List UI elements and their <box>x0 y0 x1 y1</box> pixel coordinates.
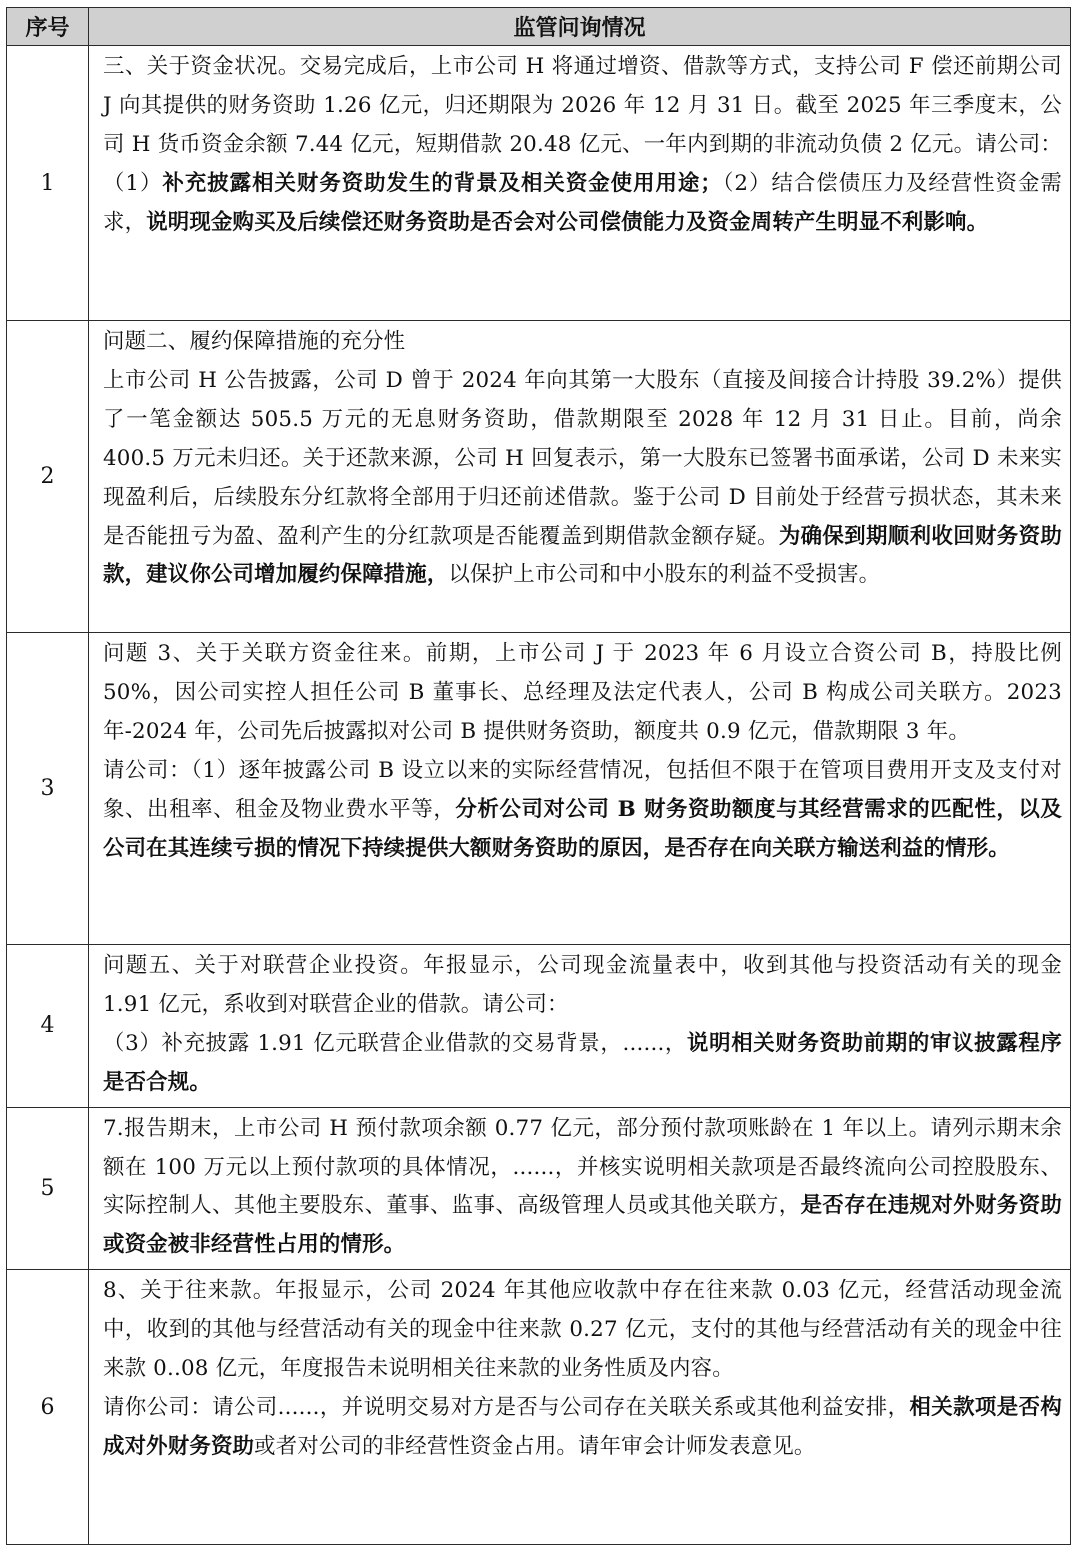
inquiry-text <box>89 945 1071 1108</box>
paragraph: 问题五、关于对联营企业投资。年报显示，公司现金流量表中，收到其他与投资活动有关的现金 1.91 亿元，系收到对联营企业的借款。请公司： <box>103 953 1062 1017</box>
row-number: 4 <box>7 945 89 1108</box>
row-number: 3 <box>7 633 89 945</box>
bold-text-run: 为确保到期顺利收回财务资助款，建议你公司增加履约保障措施， <box>103 523 1063 588</box>
row-number: 6 <box>7 1270 89 1545</box>
inquiry-text <box>89 321 1071 633</box>
column-header-inquiry: 监管问询情况 <box>89 8 1071 46</box>
table-row <box>7 1107 1071 1270</box>
inquiry-text <box>89 633 1071 945</box>
bold-text-run: 是否存在违规对外财务资助或资金被非经营性占用的情形。 <box>103 1193 1063 1258</box>
bold-text-run: 相关款项是否构成对外财务资助 <box>103 1394 1062 1459</box>
paragraph <box>103 1110 1062 1266</box>
column-header-number: 序号 <box>7 8 89 46</box>
paragraph <box>103 48 1062 243</box>
bold-text-run: 说明相关财务资助前期的审议披露程序是否合规。 <box>103 1030 1062 1095</box>
table-row <box>7 633 1071 945</box>
table-row <box>7 321 1071 633</box>
text-run: 以保护上市公司和中小股东的利益不受损害。 <box>448 562 881 588</box>
text-run: （2）结合偿债压力及经营性资金需求， <box>103 170 1062 235</box>
paragraph <box>103 362 1062 595</box>
inquiry-text <box>89 1107 1071 1270</box>
text-run: 7.报告期末，上市公司 H 预付款项余额 0.77 亿元，部分预付款项账龄在 1 年以上。请列示期末余额在 100 万元以上预付款项的具体情况，......，并核实说明相关款项是否最终流向公司控股股东、实际控制人、其他主要股东、董事、监事、高级管理人员或其他关联方， <box>103 1115 1062 1219</box>
bold-text-run: 说明现金购买及后续偿还财务资助是否会对公司偿债能力及资金周转产生明显不利影响。 <box>146 209 989 235</box>
table-row <box>7 945 1071 1108</box>
paragraph <box>103 752 1062 869</box>
text-run: 请你公司：请公司......，并说明交易对方是否与公司存在关联关系或其他利益安排， <box>103 1394 910 1420</box>
paragraph <box>103 1025 1062 1103</box>
text-run: （3）补充披露 1.91 亿元联营企业借款的交易背景，......， <box>103 1030 688 1056</box>
table-header-row <box>7 8 1071 46</box>
bold-text-run: 补充披露相关财务资助发生的背景及相关资金使用用途； <box>162 170 722 196</box>
paragraph-title: 问题二、履约保障措施的充分性 <box>103 329 406 354</box>
table-row <box>7 46 1071 321</box>
paragraph <box>103 1389 1062 1467</box>
paragraph: 问题 3、关于关联方资金往来。前期，上市公司 J 于 2023 年 6 月设立合资公司 B，持股比例 50%，因公司实控人担任公司 B 董事长、总经理及法定代表人，公司 B 构成公司关联方。2023 年-2024 年，公司先后披露拟对公司 B 提供财务资助，额度共 0.9 亿元，借款期限 3 年。 <box>103 641 1062 744</box>
inquiry-text <box>89 46 1071 321</box>
paragraph: 8、关于往来款。年报显示，公司 2024 年其他应收款中存在往来款 0.03 亿元，经营活动现金流中，收到的其他与经营活动有关的现金中往来款 0.27 亿元，支付的其他与经营活动有关的现金中往来款 0..08 亿元，年度报告未说明相关往来款的业务性质及内容。 <box>103 1278 1062 1382</box>
text-run: 或者对公司的非经营性资金占用。请年审会计师发表意见。 <box>254 1433 816 1459</box>
text-run: 上市公司 H 公告披露，公司 D 曾于 2024 年向其第一大股东（直接及间接合计持股 39.2%）提供了一笔金额达 505.5 万元的无息财务资助，借款期限至 2028 年 12 月 31 日止。目前，尚余 400.5 万元未归还。关于还款来源，公司 H 回复表示，第一大股东已签署书面承诺，公司 D 未来实现盈利后，后续股东分红款将全部用于归还前述借款。鉴于公司 D 目前处于经营亏损状态，其未来是否能扭亏为盈、盈利产生的分红款项是否能覆盖到期借款金额存疑。 <box>103 367 1062 549</box>
inquiry-table <box>6 7 1071 1545</box>
text-run: 请公司：（1）逐年披露公司 B 设立以来的实际经营情况，包括但不限于在管项目费用开支及支付对象、出租率、租金及物业费水平等， <box>103 757 1062 822</box>
row-number: 5 <box>7 1107 89 1270</box>
text-run: 三、关于资金状况。交易完成后，上市公司 H 将通过增资、借款等方式，支持公司 F 偿还前期公司 J 向其提供的财务资助 1.26 亿元，归还期限为 2026 年 12 月 31 日。截至 2025 年三季度末，公司 H 货币资金余额 7.44 亿元，短期借款 20.48 亿元、一年内到期的非流动负债 2 亿元。请公司：（1） <box>103 54 1062 196</box>
inquiry-text <box>89 1270 1071 1545</box>
table-row <box>7 1270 1071 1545</box>
row-number: 2 <box>7 321 89 633</box>
bold-text-run: 分析公司对公司 B 财务资助额度与其经营需求的匹配性，以及公司在其连续亏损的情况下持续提供大额财务资助的原因，是否存在向关联方输送利益的情形。 <box>103 796 1062 861</box>
row-number: 1 <box>7 46 89 321</box>
